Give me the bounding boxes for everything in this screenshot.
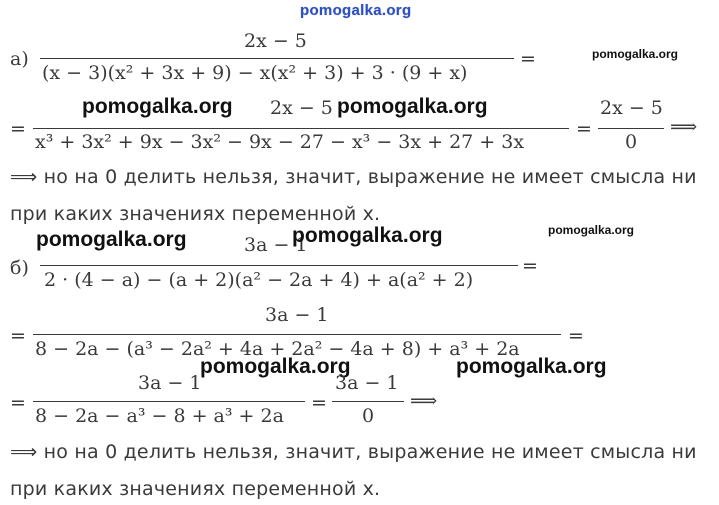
- part-b-denominator-2: 8 − 2a − (a³ − 2a² + 4a + 2a² − 4a + 8) + a³ + 2a: [35, 338, 520, 360]
- part-a-denominator-2: x³ + 3x² + 9x − 3x² − 9x − 27 − x³ − 3x + 27 + 3x: [35, 131, 525, 153]
- fraction-bar: [332, 401, 404, 402]
- fraction-bar: [33, 334, 561, 335]
- part-b-conclusion-line1: ⟹ но на 0 делить нельзя, значит, выражение не имеет смысла ни: [10, 441, 697, 463]
- part-a-denominator-3: 0: [625, 131, 638, 153]
- watermark-top: pomogalka.org: [300, 2, 412, 19]
- fraction-bar: [40, 58, 514, 59]
- part-a-denominator-1: (x − 3)(x² + 3x + 9) − x(x² + 3) + 3 · (9 + x): [42, 62, 468, 84]
- part-b-numerator-4: 3a − 1: [335, 372, 399, 394]
- watermark: pomogalka.org: [548, 223, 635, 237]
- equals-sign: =: [522, 255, 538, 277]
- equals-sign: =: [576, 118, 592, 140]
- fraction-bar: [33, 128, 569, 129]
- part-a-numerator-3: 2x − 5: [600, 97, 663, 119]
- equals-sign: =: [10, 118, 26, 140]
- fraction-bar: [40, 265, 518, 266]
- part-a-conclusion-line1: ⟹ но на 0 делить нельзя, значит, выражение не имеет смысла ни: [10, 166, 697, 188]
- part-a-conclusion-line2: при каких значениях переменной x.: [10, 203, 381, 225]
- watermark: pomogalka.org: [200, 355, 351, 378]
- watermark: pomogalka.org: [592, 47, 679, 61]
- equals-sign: =: [10, 325, 26, 347]
- watermark: pomogalka.org: [456, 355, 607, 378]
- part-b-numerator-1: 3a − 1: [244, 234, 308, 256]
- equals-sign: =: [311, 392, 327, 414]
- part-b-conclusion-line2: при каких значениях переменной x.: [10, 478, 381, 500]
- part-b-denominator-4: 0: [362, 405, 375, 427]
- part-a-numerator-2: 2x − 5: [270, 97, 333, 119]
- part-b-denominator-3: 8 − 2a − a³ − 8 + a³ + 2a: [35, 405, 284, 427]
- equals-sign: =: [520, 48, 536, 70]
- watermark: pomogalka.org: [292, 224, 443, 247]
- implies-arrow: ⟹: [410, 390, 438, 412]
- watermark: pomogalka.org: [337, 95, 488, 118]
- fraction-bar: [33, 401, 305, 402]
- part-a-label: а): [10, 48, 29, 70]
- part-b-denominator-1: 2 · (4 − a) − (a + 2)(a² − 2a + 4) + a(a² + 2): [44, 269, 474, 291]
- part-b-numerator-2: 3a − 1: [265, 304, 329, 326]
- watermark: pomogalka.org: [36, 228, 187, 251]
- equals-sign: =: [568, 325, 584, 347]
- fraction-bar: [598, 128, 664, 129]
- part-a-numerator-1: 2x − 5: [244, 30, 307, 52]
- implies-arrow: ⟹: [670, 116, 698, 138]
- part-b-label: б): [10, 257, 29, 279]
- watermark: pomogalka.org: [82, 95, 233, 118]
- part-b-numerator-3: 3a − 1: [138, 372, 202, 394]
- equals-sign: =: [10, 392, 26, 414]
